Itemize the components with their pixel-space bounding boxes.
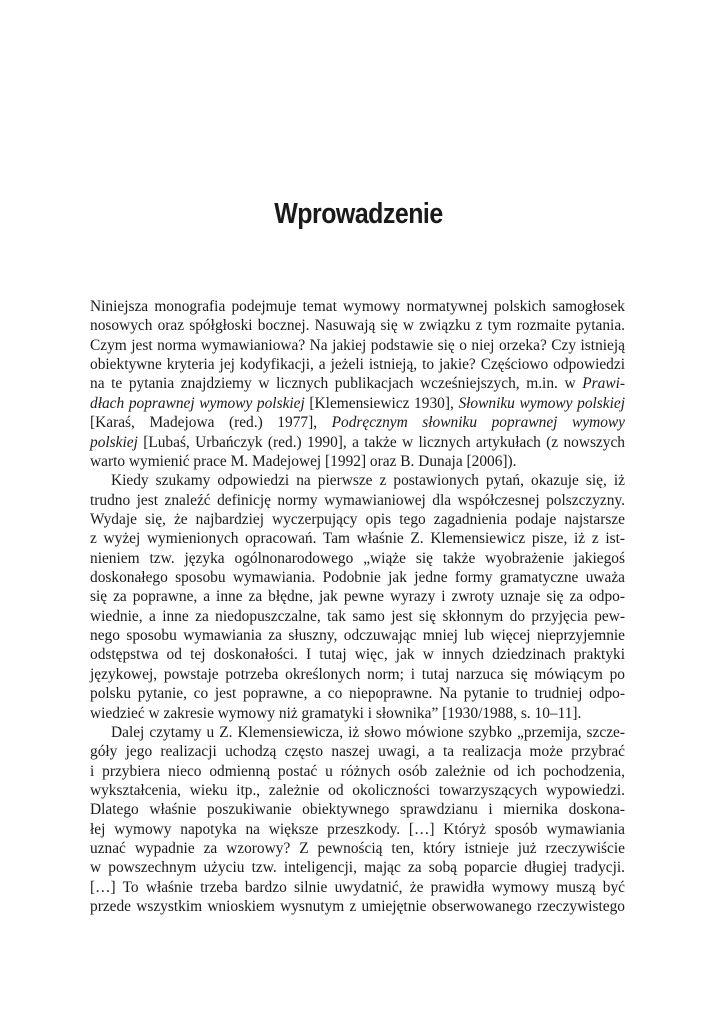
text-line: […] To właśnie trzeba bardzo silnie uwydatnić, że prawidła wymowy muszą być [90,878,625,896]
text-line: Kiedy szukamy odpowiedzi na pierwsze z postawionych pytań, okazuje się, iż [111,472,625,490]
text-line: [Karaś, Madejowa (red.) 1977], Podręcznym słowniku poprawnej wymowy [90,414,626,432]
text-line: Dlatego właśnie poszukiwanie obiektywnego sprawdzianu i miernika doskona- [90,801,625,819]
text-line: nego sposobu wymawiania za słuszny, odczuwając mniej lub więcej nieprzyjemnie [90,627,625,645]
text-line: odstępstwa od tej doskonałości. I tutaj więc, jak w innych dziedzinach praktyki [90,646,625,664]
text-line: wykształcenia, wieku itp., zależnie od okoliczności towarzyszących wypowiedzi. [90,781,625,799]
text-line: z wyżej wymienionych opracowań. Tam właśnie Z. Klemensiewicz pisze, iż z ist- [90,530,625,548]
body-text [90,297,625,917]
text-line: językowej, powstaje potrzeba określonych norm; i tutaj narzuca się mówiącym po [90,665,625,683]
text-line: Czym jest norma wymawianiowa? Na jakiej podstawie się o niej orzeka? Czy istnieją [90,336,625,354]
italic-title: Słowniku wymowy polskiej [458,394,625,412]
text-line: łej wymowy napotyka na większe przeszkody. […] Któryż sposób wymawiania [90,820,625,838]
text-line: warto wymienić prace M. Madejowej [1992] oraz B. Dunaja [2006]). [90,452,517,470]
text-line: trudno jest znaleźć definicję normy wymawianiowej dla współczesnej polszczyzny. [90,491,625,509]
text-line: na te pytania znajdziemy w licznych publikacjach wcześniejszych, m.in. w Prawi- [90,375,625,393]
text-line: dłach poprawnej wymowy polskiej [Klemensiewicz 1930], Słowniku wymowy polskiej [90,394,625,412]
text-line: Wydaje się, że najbardziej wyczerpujący opis tego zagadnienia podaje najstarsze [90,510,625,528]
text-line: wiednie, a inne za niedopuszczalne, tak samo jest się skłonnym do przyjęcia pew- [90,607,625,625]
italic-title: Podręcznym słowniku poprawnej wymowy [331,414,626,432]
italic-title: Prawi- [582,375,625,393]
text-line: i przybiera nieco odmienną postać u różnych osób zależnie od ich pochodzenia, [90,762,625,780]
text-line: polsku pytanie, co jest poprawne, a co niepoprawne. Na pytanie to trudniej odpo- [90,685,625,703]
text-line: wiedzieć w zakresie wymowy niż gramatyki i słownika” [1930/1988, s. 10–11]. [90,704,582,722]
chapter-title: Wprowadzenie [274,198,443,230]
text-line: w powszechnym użyciu tzw. inteligencji, mając za sobą poparcie długiej tradycji. [90,859,625,877]
text-line: przede wszystkim wnioskiem wysnutym z umiejętnie obserwowanego rzeczywistego [90,898,625,916]
text-line: polskiej [Lubaś, Urbańczyk (red.) 1990], a także w licznych artykułach (z nowszych [90,433,625,451]
text-line: nosowych oraz spółgłoski bocznej. Nasuwają się w związku z tym rozmaite pytania. [90,317,625,335]
text-line: obiektywne kryteria jej kodyfikacji, a jeżeli istnieją, to jakie? Częściowo odpowiedzi [90,356,625,374]
text-line: Niniejsza monografia podejmuje temat wymowy normatywnej polskich samogłosek [90,298,625,315]
text-line: się za poprawne, a inne za błędne, jak pewne wyrazy i zwroty uznaje się za odpo- [90,588,625,606]
text-line: doskonałego sposobu wymawiania. Podobnie jak jedne formy gramatyczne uważa [90,569,625,587]
text-line: góły jego realizacji uchodzą często naszej uwagi, a ta realizacja może przybrać [90,743,625,761]
italic-title: dłach poprawnej wymowy polskiej [90,394,305,412]
text-line: uznać wypadnie za wzorowy? Z pewnością ten, który istnieje już rzeczywiście [90,840,625,858]
italic-title: polskiej [90,433,138,451]
text-line: nieniem tzw. języka ogólnonarodowego „wiąże się także wyobrażenie jakiegoś [90,549,625,567]
text-line: Dalej czytamy u Z. Klemensiewicza, iż słowo mówione szybko „przemija, szcze- [111,723,625,741]
